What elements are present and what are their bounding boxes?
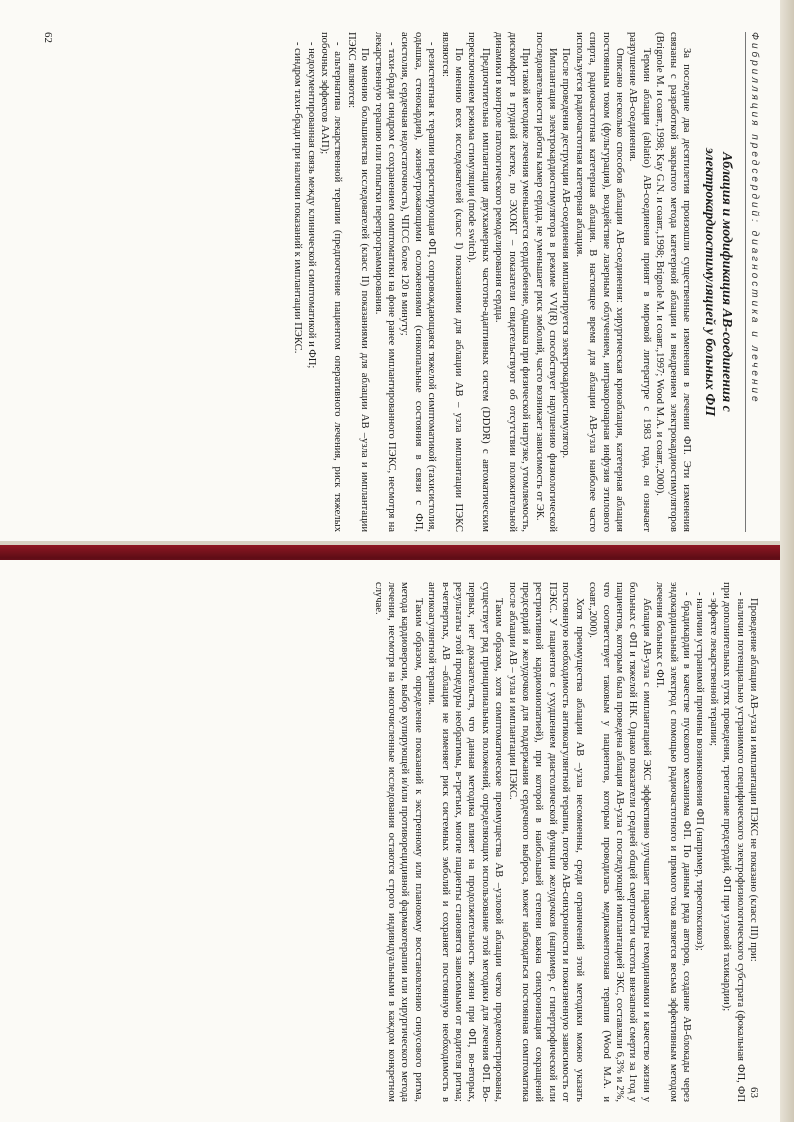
page-number: 62 xyxy=(42,32,54,43)
paragraph: После проведения деструкции АВ-соединения имплантируется электрокардиостимулятор. xyxy=(560,48,572,459)
chapter-title-line1: Аблация и модификация АВ-соединения с xyxy=(719,152,734,412)
paragraph: Таким образом, хотя симптоматические преимущества АВ –узловой аблации четко продемонстрированы, существует ряд принципиальных положений, определяющих использование этой методики для лечения ФП. Во-первых, нет доказательств, что данная методика влияет на продолжительность жизни при ФП, во-вторых, результаты этой процедуры необратимы, в-третьих, многие пациенты становятся зависимыми от водителя ритма; в-четвертых, АВ –аблация не изменяет риск системных эмболий и сохраняет постоянную необходимость в антикоагулянтной терапии. xyxy=(426,582,505,1102)
page-63-text-frame xyxy=(44,582,760,1102)
chapter-title xyxy=(701,32,735,532)
paragraph: При такой методике лечения уменьшается сердцебиение, одышка при физической нагрузке, утомляемость, дискомфорт в грудной клетке, по ЭХОКГ – показатели свидетельствуют об отсутствии положительной динамики в контроле патологического ремоделирования сердца. xyxy=(493,32,532,532)
chapter-title-line2: электрокардиостимуляцией у больных ФП xyxy=(702,147,717,417)
paragraph: Термин аблация (ablatio) АВ-соединения принят в мировой литературе с 1983 года, он означает разрушение АВ-соединения. xyxy=(627,32,652,532)
running-head: Фибрилляция предсердий: диагностика и лечение xyxy=(745,32,760,532)
list-item: - синдром тахи-бради при наличии показаний к имплантации ПЭКС. xyxy=(292,42,304,354)
list-item: - недокументированная связь между клинической симптоматикой и ФП; xyxy=(305,42,317,369)
paragraph: За последние два десятилетия произошли существенные изменения в лечении ФП. Эти изменения связаны с разработкой закрытого метода катетерной аблации и внедрением электрокардиостимуляторов (Brignole M. и соавт.,1998; Kay G.N. и соавт.,1998; Brignole M. и соавт.,1997; Wood M.A. и соавт.,2000). xyxy=(654,32,692,532)
list-item: - наличии потенциально устранимого специфического электрофизиологического субстрата (фокальная ФП, ФП при дополнительных путях проведения, трепетание предсердий, ФП при узловой тахикардии); xyxy=(721,582,746,1102)
list-item: - наличии устранимой причины возникновения ФП (например, тиреотоксикоз); xyxy=(694,592,706,951)
paragraph: Проведение аблации АВ–узла и имплантации ПЭКС не показано (класс III) при: xyxy=(748,598,759,962)
paragraph: Таким образом, определение показаний к экстренному или плановому восстановлению синусового ритма, метода кардиоверсии, выбор купирующей и/или противорецидивной фармакотерапии или хирургического метода лечения, несмотря на многочисленные исследования остаются строго индивидуальными в каждом конкретном случае. xyxy=(372,582,424,1102)
page-63 xyxy=(0,560,794,1122)
paragraph: Аблация АВ-узла с имплантацией ЭКС эффективно улучшает параметры гемодинамики и качество жизни у больных с ФП и тяжелой НК. Однако показатели средней общей смертности частоты внезапной смерти за 1год у пациентов, которым была проведена аблация АВ-узла с последующей имплантацией ЭКС, составляли 6,3% и 2%, что соответствует таковым у пациентов, которым проводилась медикаментозная терапия (Wood M.A. и соавт.,2000). xyxy=(587,582,652,1102)
paragraph: По мнению большинства исследователей (класс II) показаниями для аблации АВ –узла и имплантации ПЭКС являются: xyxy=(345,32,371,532)
list-item: - эффекте лекарственной терапии; xyxy=(707,592,719,747)
fore-edge xyxy=(780,0,794,1122)
paragraph: Предпочтительна имплантация двухкамерных частотно-адаптивных систем (DDDR) с автоматическим переключением режима стимуляции (mode switch). xyxy=(466,32,491,532)
page-62 xyxy=(0,0,794,560)
list-item: - резистентная к терапии персистирующая ФП, сопровождающаяся тяжелой симптоматикой (тахисистолия, одышка, стенокардия), жизнеугрожающими осложнениями (синкопальные состояния в связи с ФП, асистолия, сердечная недостаточность), ЧПСС более 120 в минуту; xyxy=(399,32,438,532)
list-item: - тахи-бради синдром с сохранением симптоматики на фоне ранее имплантированного ПЭКС, несмотря на лекарственную терапию или попытки перепрограммирования. xyxy=(372,32,398,532)
list-item: - альтернатива лекарственной терапии (предпочтение пациентом оперативного лечения, риск тяжелых побочных эффектов ААП); xyxy=(319,32,344,532)
paragraph: Описано несколько способов аблации АВ-соединения: хирургическая криоаблация, катетерная аблация постоянным током (фульгурация), воздействие лазерным облучением, интракоронарная инфузия этилового спирта, радиочастотная катетерная аблация. В настоящее время для аблации АВ-узла наиболее часто используется радиочастотная катетерная аблация. xyxy=(573,32,625,532)
page-62-text-frame xyxy=(44,32,760,532)
list-item: - брадикардии в качестве пускового механизма ФП. По данным ряда авторов, создание АВ-блокады через эндокардиальный электрод с помощью радиочастотного и прямого тока является весьма эффективным методом лечения больных с ФП. xyxy=(654,582,692,1102)
paragraph: Хотя преимущества аблации АВ –узла несомненны, среди ограничений этой методики можно указать постоянную необходимость антикоагулянтной терапии, потерю АВ-синхронности и пожизненную зависимость от ПЭКС. У пациентов с ухудшением диастолической функции желудочков (например, с гипертрофической или рестриктивной кардиомиопатией), при которой в наибольшей степени важна синхронизация сокращений предсердий и желудочков для поддержания сердечного выброса, может наблюдаться постоянная симптоматика после аблации АВ – узла и имплантации ПЭКС. xyxy=(506,582,585,1102)
paragraph: По мнению всех исследователей (класс I) показаниями для аблации АВ – узла имплантации ПЭКС являются: xyxy=(439,32,465,532)
paragraph: Имплантация электрокардиостимулятора в режиме VVI(R) способствует нарушению физиологической последовательности работы камер сердца, не уменьшает риск эмболий, часто возникает зависимость от ЭК. xyxy=(533,32,558,532)
page-number: 63 xyxy=(748,1087,760,1098)
